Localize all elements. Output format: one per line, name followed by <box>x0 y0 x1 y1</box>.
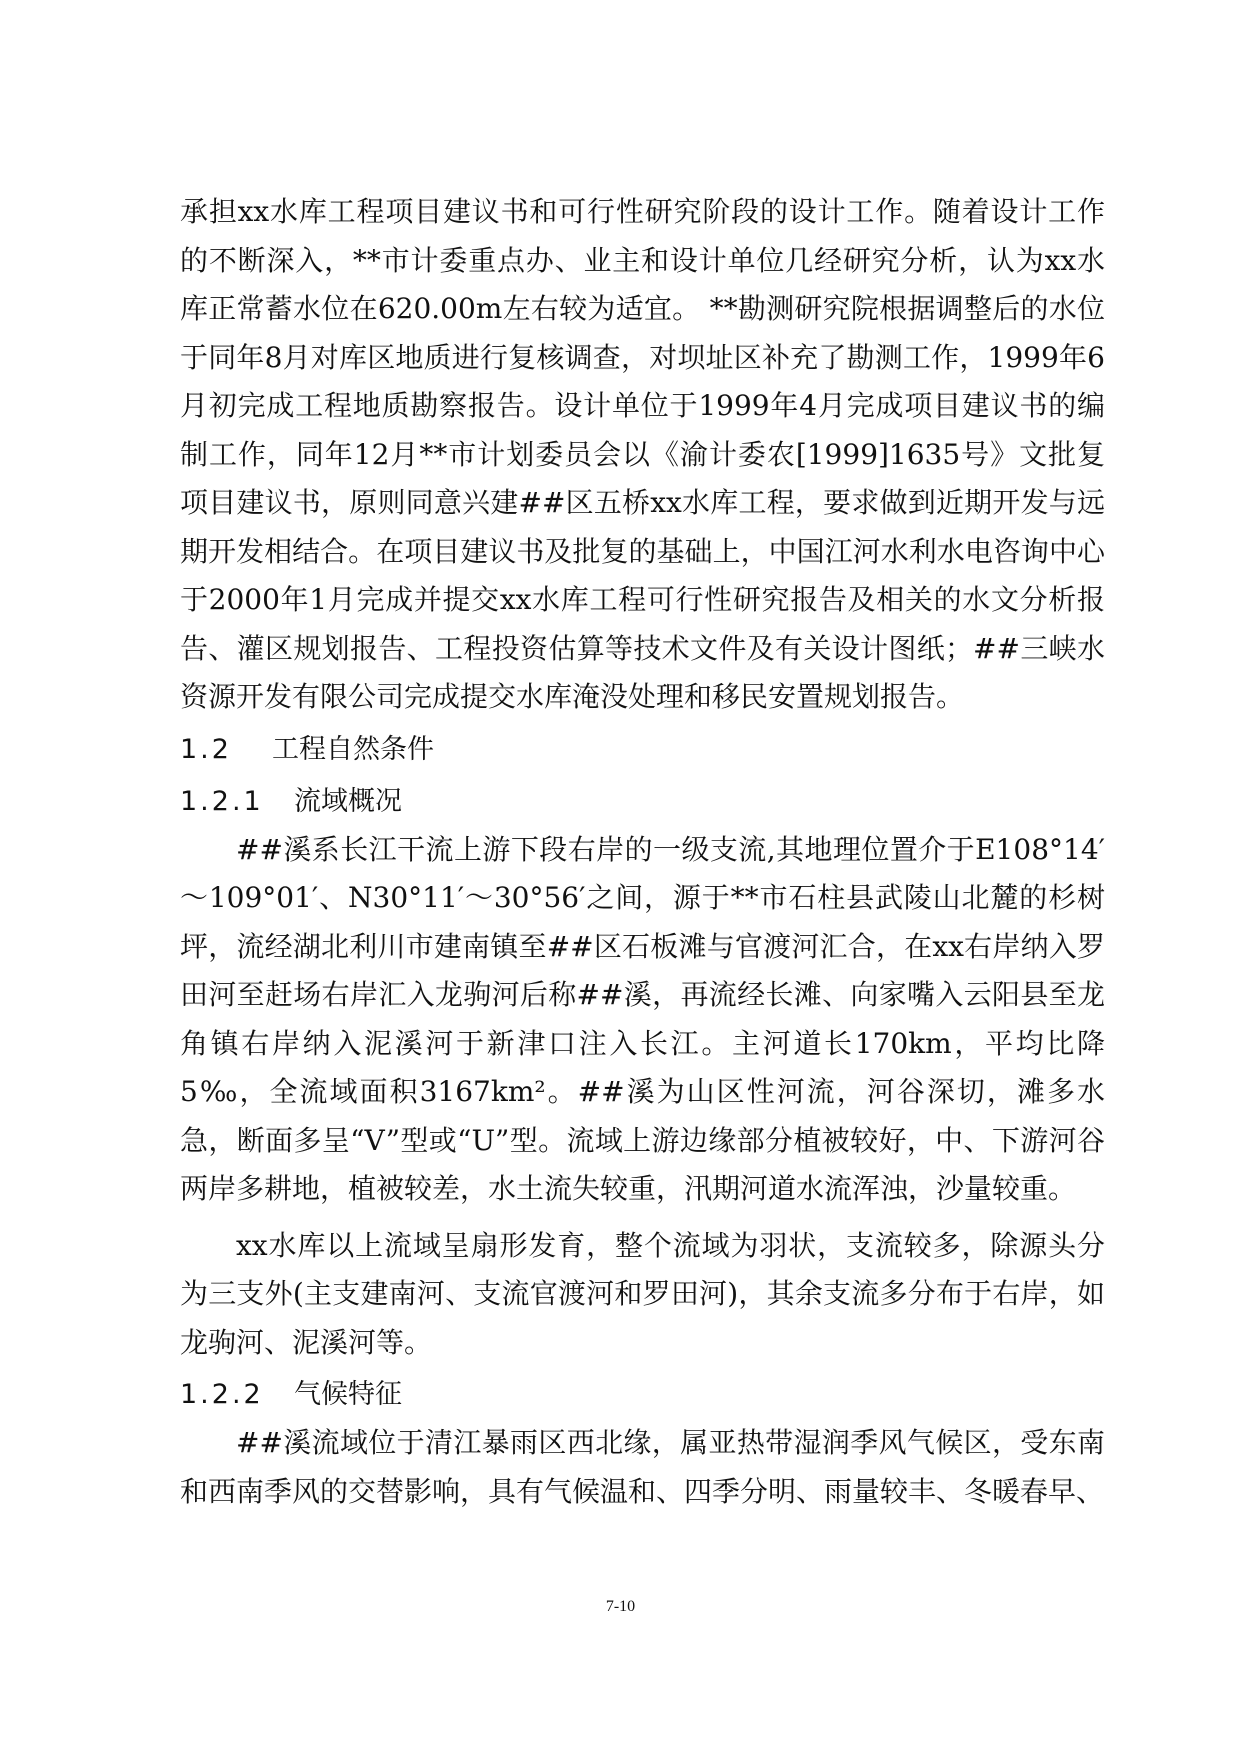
paragraph-basin-overview: ##溪系长江干流上游下段右岸的一级支流,其地理位置介于E108°14′～109°01′、N30°11′～30°56′之间，源于**市石柱县武陵山北麓的杉树坪，流经湖北利川市建南镇至##区石板滩与官渡河汇合，在xx右岸纳入罗田河至赶场右岸汇入龙驹河后称##溪，再流经长滩、向家嘴入云阳县至龙角镇右岸纳入泥溪河于新津口注入长江。主河道长170km，平均比降5‰，全流域面积3167km²。##溪为山区性河流，河谷深切，滩多水急，断面多呈“V”型或“U”型。流域上游边缘部分植被较好，中、下游河谷两岸多耕地，植被较差，水土流失较重，汛期河道水流浑浊，沙量较重。 <box>180 832 1105 1205</box>
section-number: 1.2.1 <box>180 785 264 817</box>
section-title: 工程自然条件 <box>272 733 434 765</box>
section-heading-1-2 <box>180 726 1105 774</box>
paragraph-project-background: 承担xx水库工程项目建议书和可行性研究阶段的设计工作。随着设计工作的不断深入，**市计委重点办、业主和设计单位几经研究分析，认为xx水库正常蓄水位在620.00m左右较为适宜。 **勘测研究院根据调整后的水位于同年8月对库区地质进行复核调查，对坝址区补充了勘测工作，1999年6月初完成工程地质勘察报告。设计单位于1999年4月完成项目建议书的编制工作，同年12月**市计划委员会以《渝计委农[1999]1635号》文批复项目建议书，原则同意兴建##区五桥xx水库工程，要求做到近期开发与远期开发相结合。在项目建议书及批复的基础上，中国江河水利水电咨询中心于2000年1月完成并提交xx水库工程可行性研究报告及相关的水文分析报告、灌区规划报告、工程投资估算等技术文件及有关设计图纸；##三峡水资源开发有限公司完成提交水库淹没处理和移民安置规划报告。 <box>180 195 1105 713</box>
section-heading-1-2-2 <box>180 1371 1105 1419</box>
page-body <box>180 188 1105 1516</box>
section-heading-1-2-1 <box>180 778 1105 826</box>
paragraph-climate: ##溪流域位于清江暴雨区西北缘，属亚热带湿润季风气候区，受东南和西南季风的交替影响，具有气候温和、四季分明、雨量较丰、冬暖春早、 <box>180 1426 1105 1508</box>
section-title: 气候特征 <box>294 1379 402 1410</box>
section-title: 流域概况 <box>294 785 402 817</box>
section-number: 1.2 <box>180 733 232 765</box>
paragraph-basin-tributaries: xx水库以上流域呈扇形发育，整个流域为羽状，支流较多，除源头分为三支外(主支建南河、支流官渡河和罗田河)，其余支流多分布于右岸，如龙驹河、泥溪河等。 <box>180 1228 1105 1359</box>
page-number: 7-10 <box>605 1598 636 1615</box>
section-number: 1.2.2 <box>180 1379 264 1410</box>
